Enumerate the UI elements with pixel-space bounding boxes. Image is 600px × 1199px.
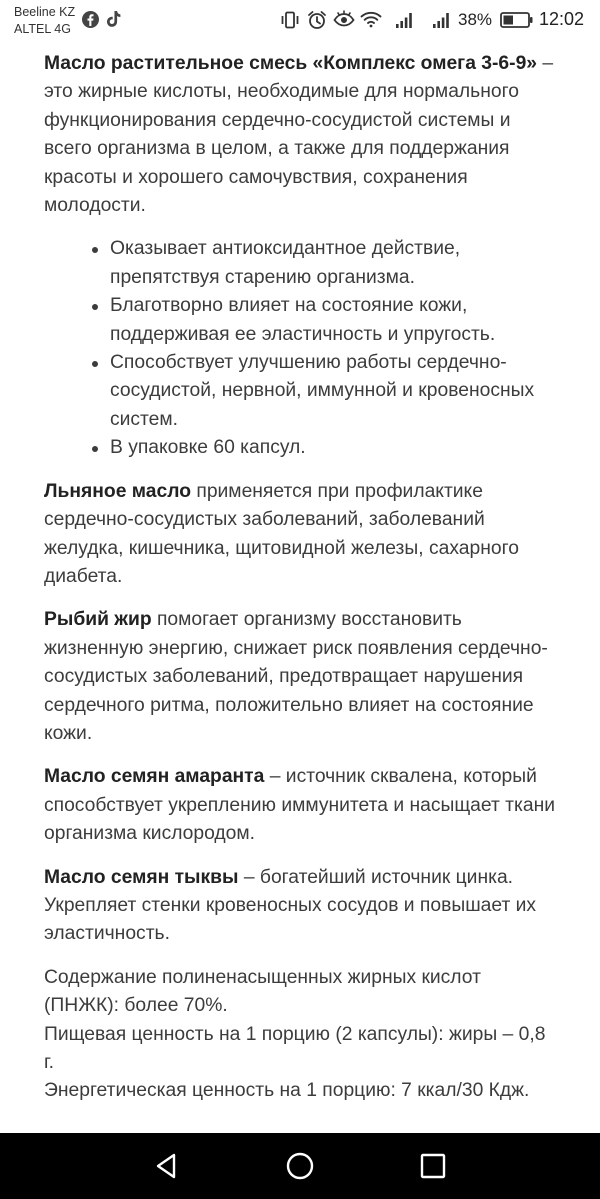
battery-icon [500, 11, 534, 29]
product-description [44, 50, 559, 1106]
wifi-icon [360, 10, 382, 28]
carrier-name: Beeline KZ [14, 5, 76, 19]
facebook-icon [82, 11, 99, 28]
status-clock: 12:02 [539, 9, 585, 29]
flax-oil-paragraph [44, 478, 559, 592]
nutrition-value: Пищевая ценность на 1 порцию (2 капсулы): жиры – 0,8 г. [44, 1023, 546, 1073]
flax-oil-text: применяется при профилактике сердечно-сосудистых заболеваний, заболеваний желудка, кишечника, щитовидной железы, сахарного диабета. [44, 480, 519, 587]
signal-icon [395, 11, 415, 29]
product-name: Масло растительное смесь «Комплекс омега 3-6-9» [44, 53, 538, 74]
home-icon[interactable] [284, 1150, 316, 1182]
status-bar [0, 0, 600, 42]
intro-paragraph [44, 50, 559, 220]
benefits-list [44, 235, 559, 462]
eye-comfort-icon [333, 10, 355, 28]
signal-icon [432, 11, 452, 29]
fish-oil-text: помогает организму восстановить жизненную энергию, снижает риск появления сердечно-сосудистых заболеваний, предотвращает нарушения сердечного ритма, положительно влияет на состояние кожи. [44, 609, 548, 744]
list-item: Оказывает антиоксидантное действие, препятствуя старению организма. [110, 235, 559, 292]
list-item: Благотворно влияет на состояние кожи, поддерживая ее эластичность и упругость. [110, 292, 559, 349]
pumpkin-oil-text: – богатейший источник цинка. Укрепляет стенки кровеносных сосудов и повышает их эластичность. [44, 866, 537, 945]
navigation-bar [0, 1133, 600, 1199]
list-item: Способствует улучшению работы сердечно-сосудистой, нервной, иммунной и кровеносных систем. [110, 349, 559, 434]
pumpkin-oil-paragraph [44, 864, 559, 949]
list-item: В упаковке 60 капсул. [110, 434, 559, 462]
back-icon[interactable] [151, 1150, 183, 1182]
amaranth-oil-text: – источник сквалена, который способствует укреплению иммунитета и насыщает ткани организма кислородом. [44, 766, 556, 845]
tiktok-icon [106, 10, 122, 28]
pumpkin-oil-title: Масло семян тыквы [44, 866, 239, 888]
amaranth-oil-paragraph [44, 763, 559, 848]
amaranth-oil-title: Масло семян амаранта [44, 766, 265, 788]
battery-percent: 38% [458, 10, 493, 29]
alarm-icon [307, 10, 327, 30]
fish-oil-paragraph [44, 606, 559, 748]
carrier-network: ALTEL 4G [14, 22, 71, 36]
recents-icon[interactable] [417, 1150, 449, 1182]
flax-oil-title: Льняное масло [44, 480, 192, 502]
fish-oil-title: Рыбий жир [44, 609, 152, 631]
intro-text: – это жирные кислоты, необходимые для нормального функционирования сердечно-сосудистой системы и всего организма в целом, а также для поддержания красоты и хорошего самочувствия, сохранения молодости. [44, 53, 554, 217]
energy-value: Энергетическая ценность на 1 порцию: 7 ккал/30 Кдж. [44, 1080, 530, 1102]
pufa-content: Содержание полиненасыщенных жирных кислот (ПНЖК): более 70%. [44, 966, 481, 1017]
vibrate-icon [279, 11, 301, 29]
